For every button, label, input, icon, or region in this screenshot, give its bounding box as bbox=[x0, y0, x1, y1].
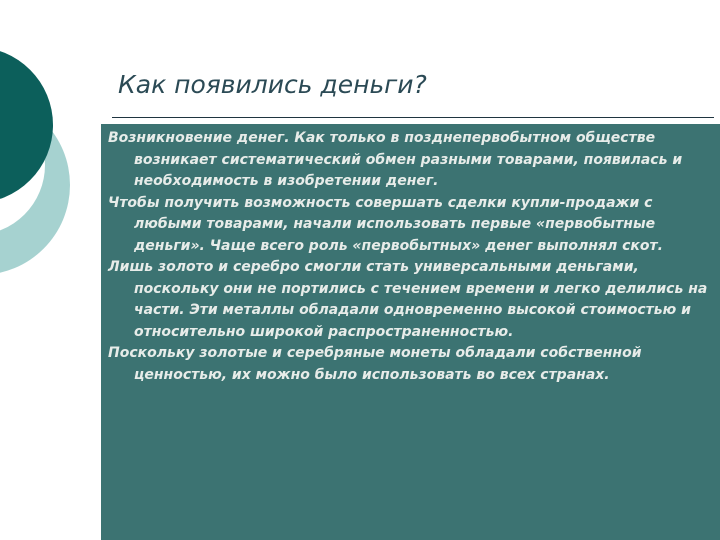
content-panel bbox=[101, 124, 720, 540]
paragraph-coins: Поскольку золотые и серебряные монеты обладали собственной ценностью, их можно было использовать во всех странах. bbox=[108, 345, 642, 383]
title-divider bbox=[112, 117, 714, 118]
decorative-circles bbox=[0, 0, 110, 300]
paragraph-gold-silver: Лишь золото и серебро смогли стать универсальными деньгами, поскольку они не портились с течением времени и легко делились на части. Эти металлы обладали одновременно высокой стоимостью и относительно широкой распространенностью. bbox=[108, 259, 708, 340]
slide-title: Как появились деньги? bbox=[118, 70, 427, 99]
paragraph-primitive-money: Чтобы получить возможность совершать сделки купли-продажи с любыми товарами, начали использовать первые «первобытные деньги». Чаще всего роль «первобытных» денег выполнял скот. bbox=[108, 194, 663, 254]
paragraph-origin-of-money: Возникновение денег. Как только в позднепервобытном обществе возникает систематический обмен разными товарами, появилась и необходимость в изобретении денег. bbox=[108, 130, 683, 189]
